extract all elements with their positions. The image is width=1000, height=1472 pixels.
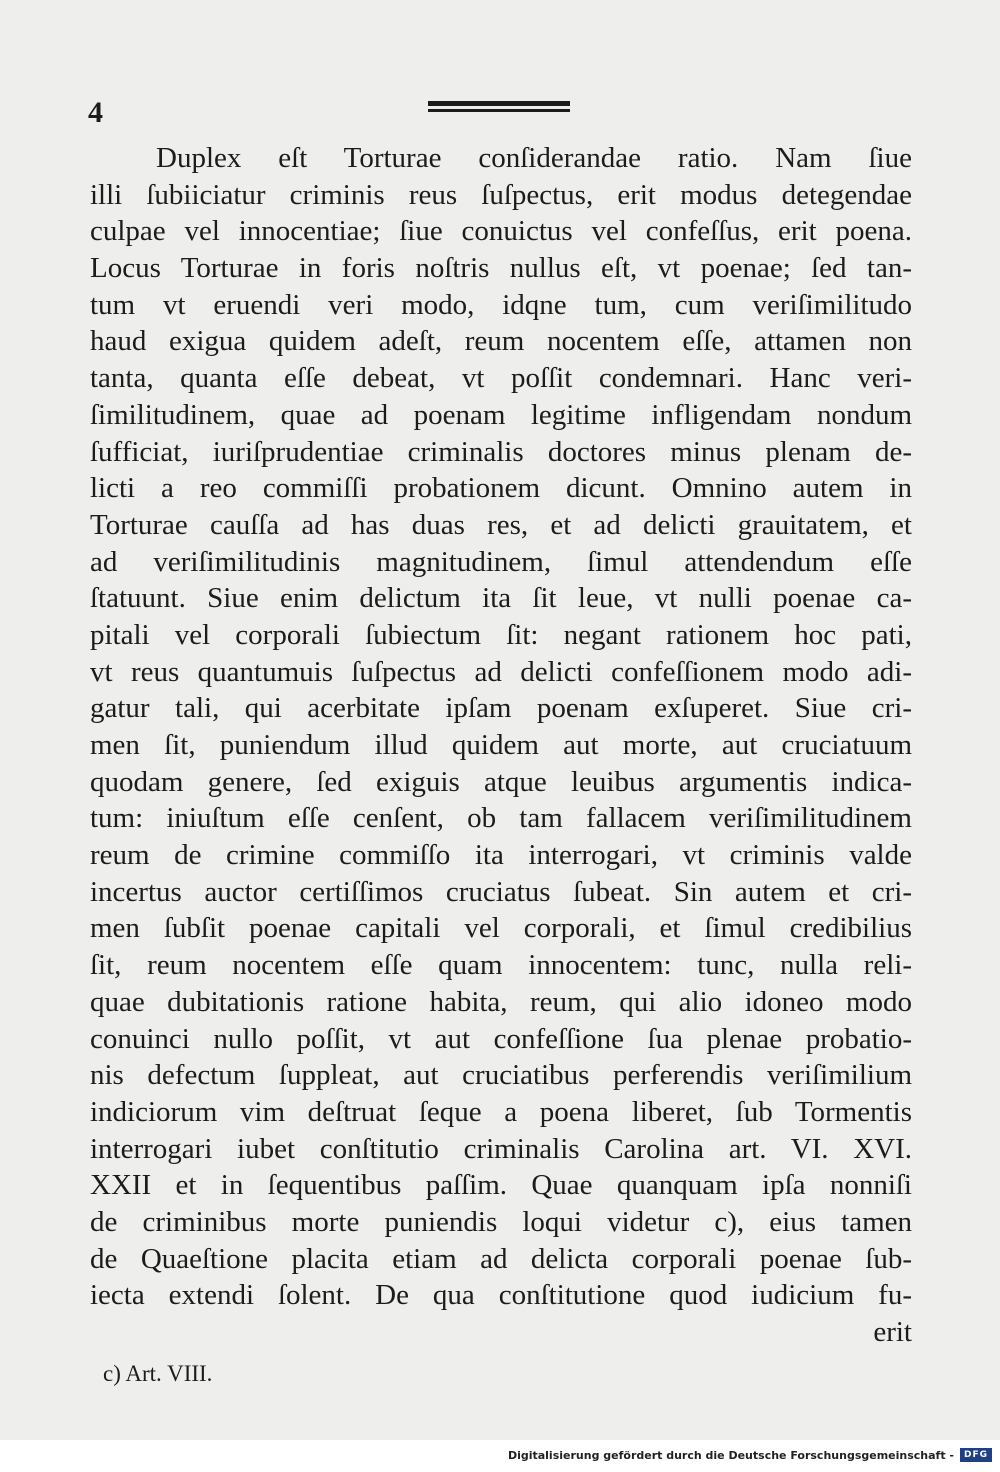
text-line: Locus Torturae in foris noſtris nullus eſt, vt poenae; ſed tan- — [90, 252, 912, 285]
text-line: men ſit, puniendum illud quidem aut morte, aut cruciatuum — [90, 729, 912, 761]
text-line: indiciorum vim deſtruat ſeque a poena liberet, ſub Tormentis — [90, 1095, 912, 1128]
text-line: ad veriſimilitudinis magnitudinem, ſimul attendendum eſſe — [90, 545, 912, 578]
text-line: quodam genere, ſed exiguis atque leuibus argumentis indica- — [90, 765, 912, 798]
page-number: 4 — [88, 96, 103, 129]
text-line: nis defectum ſuppleat, aut cruciatibus perferendis veriſimilium — [90, 1059, 912, 1092]
text-line: incertus auctor certiſſimos cruciatus ſubeat. Sin autem et cri- — [90, 875, 912, 908]
text-line: gatur tali, qui acerbitate ipſam poenam exſuperet. Siue cri- — [90, 692, 912, 725]
text-line: ſit, reum nocentem eſſe quam innocentem: tunc, nulla reli- — [90, 949, 912, 982]
text-line: men ſubſit poenae capitali vel corporali, et ſimul credibilius — [90, 912, 912, 945]
text-line: conuinci nullo poſſit, vt aut confeſſione ſua plenae probatio- — [90, 1022, 912, 1055]
catchword: erit — [873, 1316, 912, 1348]
text-line: quae dubitationis ratione habita, reum, qui alio idoneo modo — [90, 985, 912, 1018]
header-rule-thin — [428, 109, 570, 112]
text-line: ſufficiat, iuriſprudentiae criminalis doctores minus plenam de- — [90, 435, 912, 468]
text-line: de criminibus morte puniendis loqui videtur c), eius tamen — [90, 1205, 912, 1238]
text-line: tum vt eruendi veri modo, idqne tum, cum veriſimilitudo — [90, 288, 912, 321]
text-line: Duplex eſt Torturae conſiderandae ratio. Nam ſiue — [156, 142, 912, 174]
body-text — [90, 140, 912, 1351]
text-line: tanta, quanta eſſe debeat, vt poſſit condemnari. Hanc veri- — [90, 362, 912, 395]
text-line: haud exigua quidem adeſt, reum nocentem eſſe, attamen non — [90, 325, 912, 358]
text-line: culpae vel innocentiae; ſiue conuictus vel confeſſus, erit poena. — [90, 215, 912, 248]
footnote: c) Art. VIII. — [103, 1361, 213, 1386]
text-line: interrogari iubet conſtitutio criminalis Carolina art. VI. XVI. — [90, 1132, 912, 1165]
text-line: ſimilitudinem, quae ad poenam legitime infligendam nondum — [90, 398, 912, 431]
text-line: tum: iniuſtum eſſe cenſent, ob tam fallacem veriſimilitudinem — [90, 802, 912, 835]
text-line: reum de crimine commiſſo ita interrogari, vt criminis valde — [90, 839, 912, 872]
header-rule-thick — [428, 101, 570, 106]
text-line: pitali vel corporali ſubiectum ſit: negant rationem hoc pati, — [90, 618, 912, 651]
text-line: iecta extendi ſolent. De qua conſtitutione quod iudicium fu- — [90, 1279, 912, 1312]
text-line: de Quaeſtione placita etiam ad delicta corporali poenae ſub- — [90, 1242, 912, 1275]
text-line: ſtatuunt. Siue enim delictum ita ſit leue, vt nulli poenae ca- — [90, 582, 912, 615]
text-line: vt reus quantumuis ſuſpectus ad delicti confeſſionem modo adi- — [90, 655, 912, 688]
funding-credit: Digitalisierung gefördert durch die Deutsche Forschungsgemeinschaft - — [507, 1449, 954, 1462]
text-line: XXII et in ſequentibus paſſim. Quae quanquam ipſa nonniſi — [90, 1169, 912, 1202]
text-line: Torturae cauſſa ad has duas res, et ad delicti grauitatem, et — [90, 508, 912, 541]
dfg-logo-icon[interactable]: DFG — [960, 1448, 992, 1462]
text-line: licti a reo commiſſi probationem dicunt. Omnino autem in — [90, 472, 912, 505]
text-line: illi ſubiiciatur criminis reus ſuſpectus, erit modus detegendae — [90, 178, 912, 211]
